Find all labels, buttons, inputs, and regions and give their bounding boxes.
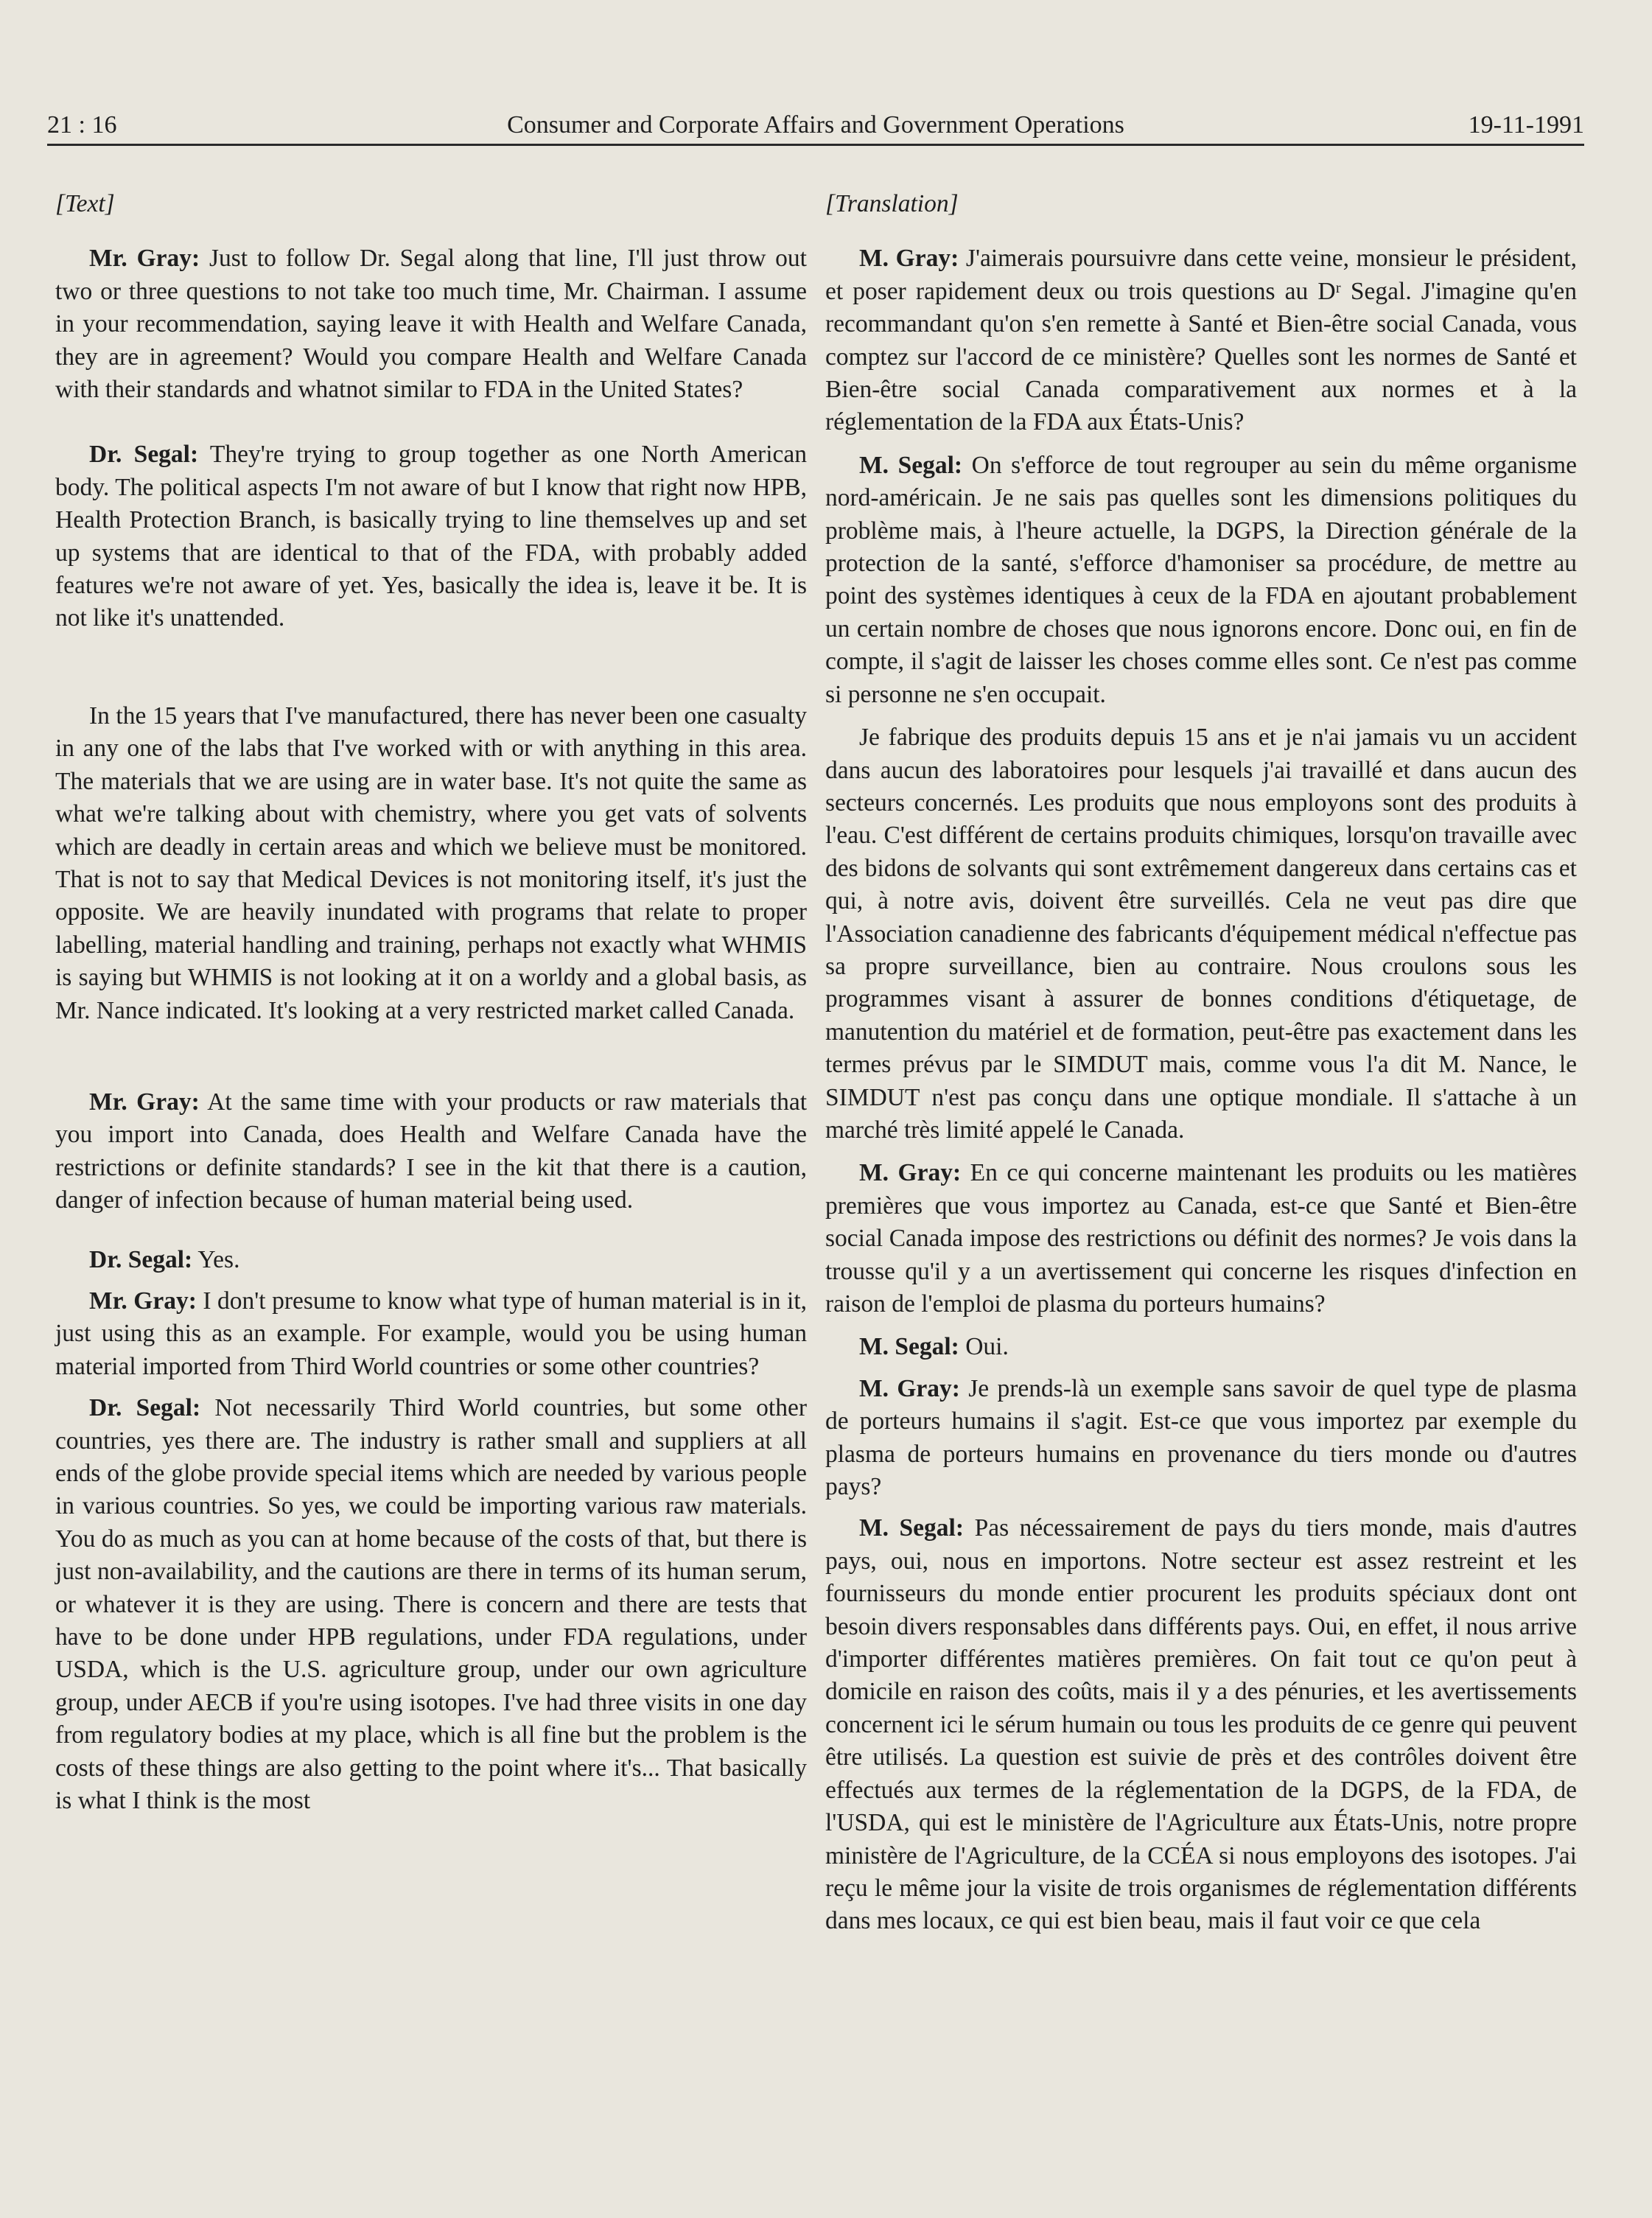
paragraph <box>55 242 807 406</box>
speaker-name: Dr. Segal: <box>89 1245 193 1273</box>
speech-text: In the 15 years that I've manufactured, there has never been one casualty in any one of the labs that I've worked with or with anything in this area. The materials that we are using are in water base. It's not quite the same as what we're talking about with chemistry, where you get vats of solvents which are deadly in certain areas and which we believe must be monitored. That is not to say that Medical Devices is not monitoring itself, it's just the opposite. We are heavily inundated with programs that relate to proper labelling, material handling and training, perhaps not exactly what WHMIS is saying but WHMIS is not looking at it on a worldy and a global basis, as Mr. Nance indicated. It's looking at a very restricted market called Canada. <box>55 702 807 1024</box>
speaker-name: Dr. Segal: <box>89 441 199 469</box>
speech-text: Je prends-là un exemple sans savoir de quel type de plasma de porteurs humains il s'agit. Est-ce que vous importez par exemple du plasma de porteurs humains en provenance du tiers monde ou d'autres pays? <box>825 1374 1578 1501</box>
speaker-name: Mr. Gray: <box>89 245 200 273</box>
speech-text: J'aimerais poursuivre dans cette veine, monsieur le président, et poser rapidement deux ou trois questions au Dʳ Segal. J'imagine qu'en recommandant qu'on s'en remette à Santé et Bien-être social Canada, vous comptez sur l'accord de ce ministère? Quelles sont les normes de Santé et Bien-être social Canada comparativement aux normes et à la réglementation de la FDA aux États-Unis? <box>825 245 1577 436</box>
paragraph <box>55 1392 807 1817</box>
speech-text: Just to follow Dr. Segal along that line, I'll just throw out two or three questions to not take too much time, Mr. Chairman. I assume in your recommendation, saying leave it with Health and Welfare Canada, they are in agreement? Would you compare Health and Welfare Canada with their standards and whatnot similar to FDA in the United States? <box>55 245 807 404</box>
speaker-name: M. Gray: <box>859 1374 960 1402</box>
paragraph <box>55 1086 807 1217</box>
speaker-name: Mr. Gray: <box>89 1088 200 1116</box>
speaker-name: M. Segal: <box>859 1514 965 1542</box>
page-header <box>47 105 1584 146</box>
speech-text: En ce qui concerne maintenant les produits ou les matières premières que vous importez au Canada, est-ce que Santé et Bien-être social Canada impose des restrictions ou définit des normes? Je vois dans la trousse qu'il y a un avertissement qui concerne les risques d'infection en raison de l'emploi de plasma du porteurs humains? <box>825 1159 1578 1318</box>
speech-text: Yes. <box>192 1245 240 1273</box>
english-column <box>55 188 807 1826</box>
speech-text: At the same time with your products or raw materials that you import into Canada, does Health and Welfare Canada have the restrictions or definite standards? I see in the kit that there is a caution, danger of infection because of human material being used. <box>55 1088 808 1214</box>
speech-text: Not necessarily Third World countries, but some other countries, yes there are. The industry is rather small and suppliers at all ends of the globe provide special items which are needed by various people in various countries. So yes, we could be importing various raw materials. You do as much as you can at home because of the costs of that, but there is just non-availability, and the cautions are there in terms of its human serum, or whatever it is they are using. There is concern and there are tests that have to be done under HPB regulations, under FDA regulations, under USDA, which is the U.S. agriculture group, under our own agriculture group, under AECB if you're using isotopes. I've had three visits in one day from regulatory bodies at my place, which is all fine but the problem is the costs of these things are also getting to the point where it's... That basically is what I think is the most <box>55 1394 807 1815</box>
speech-text: On s'efforce de tout regrouper au sein du même organisme nord-américain. Je ne sais pas quelles sont les dimensions politiques du problème mais, à l'heure actuelle, la DGPS, la Direction générale de la protection de la santé, s'efforce d'hamoniser sa procédure, de mettre au point des systèmes identiques à ceux de la FDA en ajoutant probablement un certain nombre de choses que nous ignorons encore. Donc oui, en fin de compte, il s'agit de laisser les choses comme elles sont. Ce n'est pas comme si personne ne s'en occupait. <box>825 451 1577 708</box>
speaker-name: M. Gray: <box>859 1159 962 1187</box>
paragraph <box>55 700 807 1027</box>
paragraph <box>55 1285 807 1383</box>
speaker-name: Dr. Segal: <box>89 1394 201 1422</box>
sitting-date: 19-11-1991 <box>1468 111 1584 139</box>
speech-text: They're trying to group together as one North American body. The political aspects I'm not aware of but I know that right now HPB, Health Protection Branch, is basically trying to line themselves up and set up systems that are identical to that of the FDA, with probably added features we're not aware of yet. Yes, basically the idea is, leave it be. It is not like it's unattended. <box>55 441 807 632</box>
running-title: Consumer and Corporate Affairs and Government Operations <box>507 111 1124 139</box>
paragraph <box>825 242 1577 438</box>
paragraph <box>55 438 807 634</box>
speaker-name: Mr. Gray: <box>89 1287 197 1315</box>
text-tag: [Text] <box>55 190 115 217</box>
french-column <box>825 188 1577 1947</box>
speech-text: I don't presume to know what type of human material is in it, just using this as an example. For example, would you be using human material imported from Third World countries or some other countries? <box>55 1287 808 1380</box>
speaker-name: M. Segal: <box>859 451 963 479</box>
speech-text: Je fabrique des produits depuis 15 ans et je n'ai jamais vu un accident dans aucun des laboratoires pour lesquels j'ai travaillé et dans aucun des secteurs concernés. Les produits que nous employons sont des produits à l'eau. C'est différent de certains produits chimiques, lorsqu'on travaille avec des bidons de solvants qui sont extrêmement dangereux dans certains cas et qui, à notre avis, doivent être surveillés. Cela ne veut pas dire que l'Association canadienne des fabricants d'équipement médical n'effectue pas sa propre surveillance, bien au contraire. Nous croulons sous les programmes visant à assurer de bonnes conditions d'étiquetage, de manutention du matériel et de formation, peut-être pas exactement dans les termes prévus par le SIMDUT mais, comme vous l'a dit M. Nance, le SIMDUT n'est pas conçu dans une optique mondiale. Il s'attache à un marché très limité appelé le Canada. <box>825 724 1577 1144</box>
speaker-name: M. Gray: <box>859 245 959 273</box>
speech-text: Pas nécessairement de pays du tiers monde, mais d'autres pays, oui, nous en importons. Notre secteur est assez restreint et les fournisseurs du monde entier procurent les produits spéciaux dont ont besoin divers responsables dans différents pays. Oui, en effet, il nous arrive d'importer différentes matières premières. On fait tout ce qu'on peut à domicile en raison des coûts, mais il y a des pénuries, et les avertissements concernent ici le sérum humain ou tous les produits de ce genre qui peuvent être utilisés. La question est suivie de près et des contrôles doivent être effectués aux termes de la réglementation de la DGPS, de la FDA, de l'USDA, qui est le ministère de l'Agriculture aux États-Unis, notre propre ministère de l'Agriculture, de la CCÉA si nous employons des isotopes. J'ai reçu le même jour la visite de trois organismes de réglementation différents dans mes locaux, ce qui est bien beau, mais il faut voir ce que cela <box>825 1514 1577 1935</box>
paragraph <box>825 1373 1577 1504</box>
paragraph <box>825 1512 1577 1937</box>
page-number: 21 : 16 <box>47 111 117 139</box>
speech-text: Oui. <box>959 1333 1009 1361</box>
paragraph <box>825 449 1577 711</box>
paragraph <box>825 1331 1577 1363</box>
paragraph <box>825 721 1577 1147</box>
translation-tag: [Translation] <box>825 190 959 217</box>
speaker-name: M. Segal: <box>859 1333 959 1361</box>
paragraph <box>825 1157 1577 1320</box>
paragraph <box>55 1244 807 1276</box>
